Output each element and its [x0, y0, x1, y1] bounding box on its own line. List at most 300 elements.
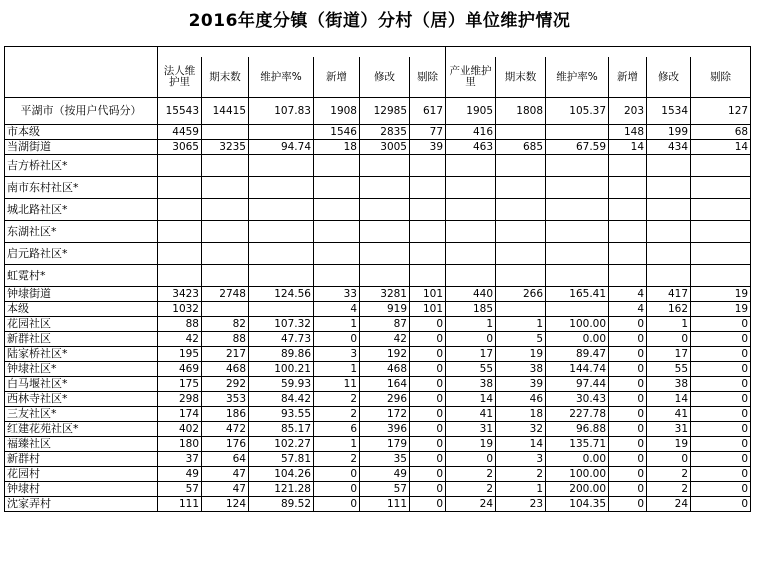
value-cell	[546, 221, 609, 243]
value-cell: 0	[609, 317, 647, 332]
value-cell	[647, 155, 691, 177]
value-cell: 1	[314, 362, 360, 377]
header-remove: 剔除	[410, 57, 446, 98]
table-row	[5, 140, 751, 155]
value-cell: 18	[314, 140, 360, 155]
value-cell: 1	[496, 482, 546, 497]
table-row	[5, 407, 751, 422]
value-cell: 0	[410, 347, 446, 362]
value-cell: 0	[410, 437, 446, 452]
value-cell: 1908	[314, 98, 360, 125]
value-cell	[609, 243, 647, 265]
value-cell: 1534	[647, 98, 691, 125]
value-cell	[410, 177, 446, 199]
table-row	[5, 317, 751, 332]
table-row	[5, 155, 751, 177]
value-cell: 0	[410, 362, 446, 377]
value-cell: 47	[202, 482, 249, 497]
header-industry-maint: 产业维护里	[446, 57, 496, 98]
value-cell	[609, 265, 647, 287]
value-cell: 15543	[158, 98, 202, 125]
row-label-cell: 本级	[5, 302, 158, 317]
table-row	[5, 221, 751, 243]
value-cell: 685	[496, 140, 546, 155]
value-cell	[202, 155, 249, 177]
value-cell: 38	[496, 362, 546, 377]
value-cell: 185	[446, 302, 496, 317]
value-cell: 31	[647, 422, 691, 437]
value-cell: 266	[496, 287, 546, 302]
row-label-cell: 新群社区	[5, 332, 158, 347]
value-cell: 148	[609, 125, 647, 140]
value-cell	[496, 243, 546, 265]
value-cell: 0	[410, 317, 446, 332]
value-cell: 0	[609, 497, 647, 512]
value-cell: 14	[496, 437, 546, 452]
value-cell: 41	[446, 407, 496, 422]
value-cell: 2748	[202, 287, 249, 302]
value-cell: 32	[496, 422, 546, 437]
value-cell: 124.56	[249, 287, 314, 302]
value-cell	[410, 199, 446, 221]
value-cell: 0	[609, 377, 647, 392]
value-cell	[609, 155, 647, 177]
value-cell: 0	[691, 437, 751, 452]
value-cell: 179	[360, 437, 410, 452]
value-cell: 396	[360, 422, 410, 437]
value-cell: 100.00	[546, 317, 609, 332]
value-cell: 0	[647, 452, 691, 467]
header-new: 新增	[314, 57, 360, 98]
value-cell: 0	[410, 377, 446, 392]
value-cell	[410, 221, 446, 243]
value-cell: 192	[360, 347, 410, 362]
value-cell: 89.52	[249, 497, 314, 512]
row-label-cell: 沈家弄村	[5, 497, 158, 512]
value-cell	[546, 155, 609, 177]
value-cell	[202, 125, 249, 140]
page-title: 2016年度分镇（街道）分村（居）单位维护情况	[188, 11, 571, 31]
value-cell: 2	[314, 452, 360, 467]
value-cell: 0	[410, 422, 446, 437]
value-cell: 0	[314, 497, 360, 512]
value-cell	[446, 199, 496, 221]
value-cell: 180	[158, 437, 202, 452]
value-cell: 0	[410, 482, 446, 497]
value-cell: 17	[446, 347, 496, 362]
table-row	[5, 199, 751, 221]
row-label-cell: 启元路社区*	[5, 243, 158, 265]
value-cell: 0	[691, 422, 751, 437]
row-label-cell: 钟埭社区*	[5, 362, 158, 377]
value-cell: 0	[691, 392, 751, 407]
value-cell	[158, 177, 202, 199]
value-cell	[249, 177, 314, 199]
value-cell: 89.47	[546, 347, 609, 362]
header-new-2: 新增	[609, 57, 647, 98]
row-label-cell: 吉方桥社区*	[5, 155, 158, 177]
value-cell: 94.74	[249, 140, 314, 155]
table-row	[5, 265, 751, 287]
value-cell: 3	[314, 347, 360, 362]
value-cell: 0	[410, 467, 446, 482]
row-label-cell: 当湖街道	[5, 140, 158, 155]
value-cell: 19	[691, 287, 751, 302]
value-cell: 1905	[446, 98, 496, 125]
value-cell: 0	[691, 452, 751, 467]
value-cell: 0	[410, 392, 446, 407]
value-cell	[202, 199, 249, 221]
value-cell: 46	[496, 392, 546, 407]
value-cell: 33	[314, 287, 360, 302]
value-cell: 47	[202, 467, 249, 482]
value-cell: 4	[314, 302, 360, 317]
value-cell: 0	[609, 422, 647, 437]
row-label-cell: 南市东村社区*	[5, 177, 158, 199]
value-cell: 200.00	[546, 482, 609, 497]
value-cell: 165.41	[546, 287, 609, 302]
value-cell: 0.00	[546, 332, 609, 347]
value-cell: 2	[647, 467, 691, 482]
value-cell	[158, 243, 202, 265]
value-cell	[546, 199, 609, 221]
value-cell: 298	[158, 392, 202, 407]
row-label-cell: 福臻社区	[5, 437, 158, 452]
value-cell: 0	[446, 452, 496, 467]
value-cell	[249, 221, 314, 243]
value-cell	[202, 265, 249, 287]
value-cell: 49	[360, 467, 410, 482]
value-cell	[249, 199, 314, 221]
value-cell: 5	[496, 332, 546, 347]
value-cell	[496, 155, 546, 177]
value-cell: 3065	[158, 140, 202, 155]
value-cell	[202, 221, 249, 243]
value-cell: 292	[202, 377, 249, 392]
value-cell: 37	[158, 452, 202, 467]
value-cell: 88	[202, 332, 249, 347]
value-cell: 30.43	[546, 392, 609, 407]
header-blank	[5, 57, 158, 98]
value-cell: 105.37	[546, 98, 609, 125]
row-label-cell: 花园社区	[5, 317, 158, 332]
value-cell: 14	[647, 392, 691, 407]
value-cell	[496, 177, 546, 199]
value-cell	[691, 221, 751, 243]
value-cell: 31	[446, 422, 496, 437]
value-cell	[691, 243, 751, 265]
value-cell: 2835	[360, 125, 410, 140]
value-cell	[609, 199, 647, 221]
value-cell	[446, 265, 496, 287]
value-cell	[691, 155, 751, 177]
value-cell: 402	[158, 422, 202, 437]
value-cell	[158, 265, 202, 287]
value-cell: 144.74	[546, 362, 609, 377]
value-cell	[158, 221, 202, 243]
value-cell	[691, 177, 751, 199]
value-cell: 64	[202, 452, 249, 467]
table-top-row	[5, 47, 751, 58]
table-row	[5, 362, 751, 377]
value-cell: 0	[410, 452, 446, 467]
value-cell	[647, 243, 691, 265]
value-cell: 42	[158, 332, 202, 347]
value-cell: 353	[202, 392, 249, 407]
value-cell: 0	[609, 437, 647, 452]
value-cell: 203	[609, 98, 647, 125]
value-cell	[249, 265, 314, 287]
row-label-cell: 虹霓村*	[5, 265, 158, 287]
value-cell: 107.83	[249, 98, 314, 125]
value-cell: 111	[158, 497, 202, 512]
value-cell: 0	[314, 467, 360, 482]
row-label-cell: 三友社区*	[5, 407, 158, 422]
value-cell: 17	[647, 347, 691, 362]
value-cell	[609, 177, 647, 199]
value-cell	[314, 155, 360, 177]
value-cell: 55	[647, 362, 691, 377]
value-cell: 0	[609, 407, 647, 422]
header-modify-2: 修改	[647, 57, 691, 98]
value-cell: 4	[609, 302, 647, 317]
value-cell: 67.59	[546, 140, 609, 155]
value-cell: 100.00	[546, 467, 609, 482]
value-cell: 96.88	[546, 422, 609, 437]
value-cell: 0	[691, 407, 751, 422]
value-cell	[546, 125, 609, 140]
table-row	[5, 467, 751, 482]
value-cell: 1	[647, 317, 691, 332]
value-cell: 0	[609, 392, 647, 407]
value-cell: 0	[691, 332, 751, 347]
row-label-cell: 新群村	[5, 452, 158, 467]
value-cell: 195	[158, 347, 202, 362]
value-cell: 97.44	[546, 377, 609, 392]
value-cell: 175	[158, 377, 202, 392]
value-cell: 0	[609, 332, 647, 347]
table-row	[5, 177, 751, 199]
value-cell: 1546	[314, 125, 360, 140]
value-cell: 42	[360, 332, 410, 347]
value-cell	[546, 243, 609, 265]
value-cell: 469	[158, 362, 202, 377]
value-cell	[249, 125, 314, 140]
value-cell: 1808	[496, 98, 546, 125]
value-cell: 162	[647, 302, 691, 317]
value-cell: 468	[360, 362, 410, 377]
value-cell: 0	[446, 332, 496, 347]
value-cell: 41	[647, 407, 691, 422]
value-cell: 0	[691, 482, 751, 497]
value-cell: 416	[446, 125, 496, 140]
value-cell: 23	[496, 497, 546, 512]
value-cell: 0	[314, 482, 360, 497]
value-cell: 111	[360, 497, 410, 512]
table-header-row	[5, 57, 751, 98]
header-modify: 修改	[360, 57, 410, 98]
value-cell	[249, 243, 314, 265]
value-cell: 3423	[158, 287, 202, 302]
value-cell: 4	[609, 287, 647, 302]
value-cell	[691, 199, 751, 221]
value-cell	[446, 155, 496, 177]
value-cell: 24	[446, 497, 496, 512]
value-cell: 440	[446, 287, 496, 302]
value-cell	[249, 155, 314, 177]
value-cell: 1032	[158, 302, 202, 317]
row-label-cell: 平湖市（按用户代码分）	[5, 98, 158, 125]
value-cell	[546, 302, 609, 317]
value-cell: 101	[410, 302, 446, 317]
value-cell: 49	[158, 467, 202, 482]
table-row	[5, 98, 751, 125]
value-cell: 0	[410, 407, 446, 422]
row-label-cell: 白马堰社区*	[5, 377, 158, 392]
value-cell: 0	[609, 452, 647, 467]
value-cell: 77	[410, 125, 446, 140]
value-cell: 468	[202, 362, 249, 377]
value-cell: 3005	[360, 140, 410, 155]
value-cell	[314, 265, 360, 287]
value-cell: 919	[360, 302, 410, 317]
value-cell: 127	[691, 98, 751, 125]
value-cell	[360, 199, 410, 221]
row-label-cell: 城北路社区*	[5, 199, 158, 221]
value-cell: 164	[360, 377, 410, 392]
value-cell: 1	[314, 437, 360, 452]
value-cell: 104.35	[546, 497, 609, 512]
table-row	[5, 243, 751, 265]
table-row	[5, 497, 751, 512]
value-cell: 47.73	[249, 332, 314, 347]
value-cell: 3281	[360, 287, 410, 302]
value-cell: 0	[647, 332, 691, 347]
value-cell: 296	[360, 392, 410, 407]
value-cell: 19	[647, 437, 691, 452]
header-maint-rate-2: 维护率%	[546, 57, 609, 98]
header-period-end: 期末数	[202, 57, 249, 98]
value-cell	[446, 221, 496, 243]
value-cell	[446, 177, 496, 199]
value-cell	[158, 155, 202, 177]
value-cell: 124	[202, 497, 249, 512]
value-cell: 19	[446, 437, 496, 452]
value-cell	[202, 302, 249, 317]
table-row	[5, 452, 751, 467]
value-cell	[202, 243, 249, 265]
maintenance-table	[4, 46, 751, 512]
value-cell: 57	[360, 482, 410, 497]
value-cell: 217	[202, 347, 249, 362]
value-cell: 0	[314, 332, 360, 347]
value-cell: 68	[691, 125, 751, 140]
value-cell: 14	[446, 392, 496, 407]
value-cell	[202, 177, 249, 199]
value-cell: 6	[314, 422, 360, 437]
value-cell: 0	[691, 497, 751, 512]
value-cell: 82	[202, 317, 249, 332]
table-row	[5, 377, 751, 392]
value-cell: 59.93	[249, 377, 314, 392]
value-cell: 0	[691, 317, 751, 332]
value-cell: 174	[158, 407, 202, 422]
table-row	[5, 422, 751, 437]
value-cell: 0	[609, 362, 647, 377]
row-label-cell: 红建花苑社区*	[5, 422, 158, 437]
value-cell: 57.81	[249, 452, 314, 467]
value-cell: 1	[446, 317, 496, 332]
table-row	[5, 125, 751, 140]
value-cell	[546, 177, 609, 199]
row-label-cell: 市本级	[5, 125, 158, 140]
value-cell	[410, 155, 446, 177]
value-cell: 11	[314, 377, 360, 392]
value-cell: 2	[446, 482, 496, 497]
value-cell: 434	[647, 140, 691, 155]
header-legal-maint: 法人维护里	[158, 57, 202, 98]
value-cell: 85.17	[249, 422, 314, 437]
value-cell: 35	[360, 452, 410, 467]
value-cell: 38	[446, 377, 496, 392]
value-cell	[360, 243, 410, 265]
value-cell	[647, 221, 691, 243]
value-cell: 19	[496, 347, 546, 362]
value-cell	[496, 199, 546, 221]
value-cell: 0.00	[546, 452, 609, 467]
table-row	[5, 392, 751, 407]
value-cell	[360, 265, 410, 287]
value-cell	[647, 177, 691, 199]
value-cell: 1	[496, 317, 546, 332]
value-cell: 89.86	[249, 347, 314, 362]
value-cell: 2	[314, 392, 360, 407]
value-cell: 135.71	[546, 437, 609, 452]
value-cell: 186	[202, 407, 249, 422]
value-cell: 102.27	[249, 437, 314, 452]
value-cell: 39	[496, 377, 546, 392]
value-cell: 55	[446, 362, 496, 377]
header-remove-2: 剔除	[691, 57, 751, 98]
value-cell: 0	[609, 482, 647, 497]
value-cell	[691, 265, 751, 287]
row-label-cell: 陆家桥社区*	[5, 347, 158, 362]
value-cell: 4459	[158, 125, 202, 140]
value-cell: 176	[202, 437, 249, 452]
value-cell: 617	[410, 98, 446, 125]
value-cell: 87	[360, 317, 410, 332]
value-cell: 0	[410, 497, 446, 512]
value-cell	[314, 221, 360, 243]
value-cell: 93.55	[249, 407, 314, 422]
header-period-end-2: 期末数	[496, 57, 546, 98]
value-cell	[446, 243, 496, 265]
row-label-cell: 东湖社区*	[5, 221, 158, 243]
value-cell	[647, 265, 691, 287]
value-cell: 39	[410, 140, 446, 155]
value-cell	[360, 221, 410, 243]
value-cell	[546, 265, 609, 287]
value-cell	[410, 243, 446, 265]
value-cell: 0	[691, 467, 751, 482]
row-label-cell: 西林寺社区*	[5, 392, 158, 407]
value-cell: 199	[647, 125, 691, 140]
table-row	[5, 482, 751, 497]
value-cell	[158, 199, 202, 221]
value-cell: 84.42	[249, 392, 314, 407]
value-cell: 0	[609, 347, 647, 362]
value-cell	[496, 221, 546, 243]
